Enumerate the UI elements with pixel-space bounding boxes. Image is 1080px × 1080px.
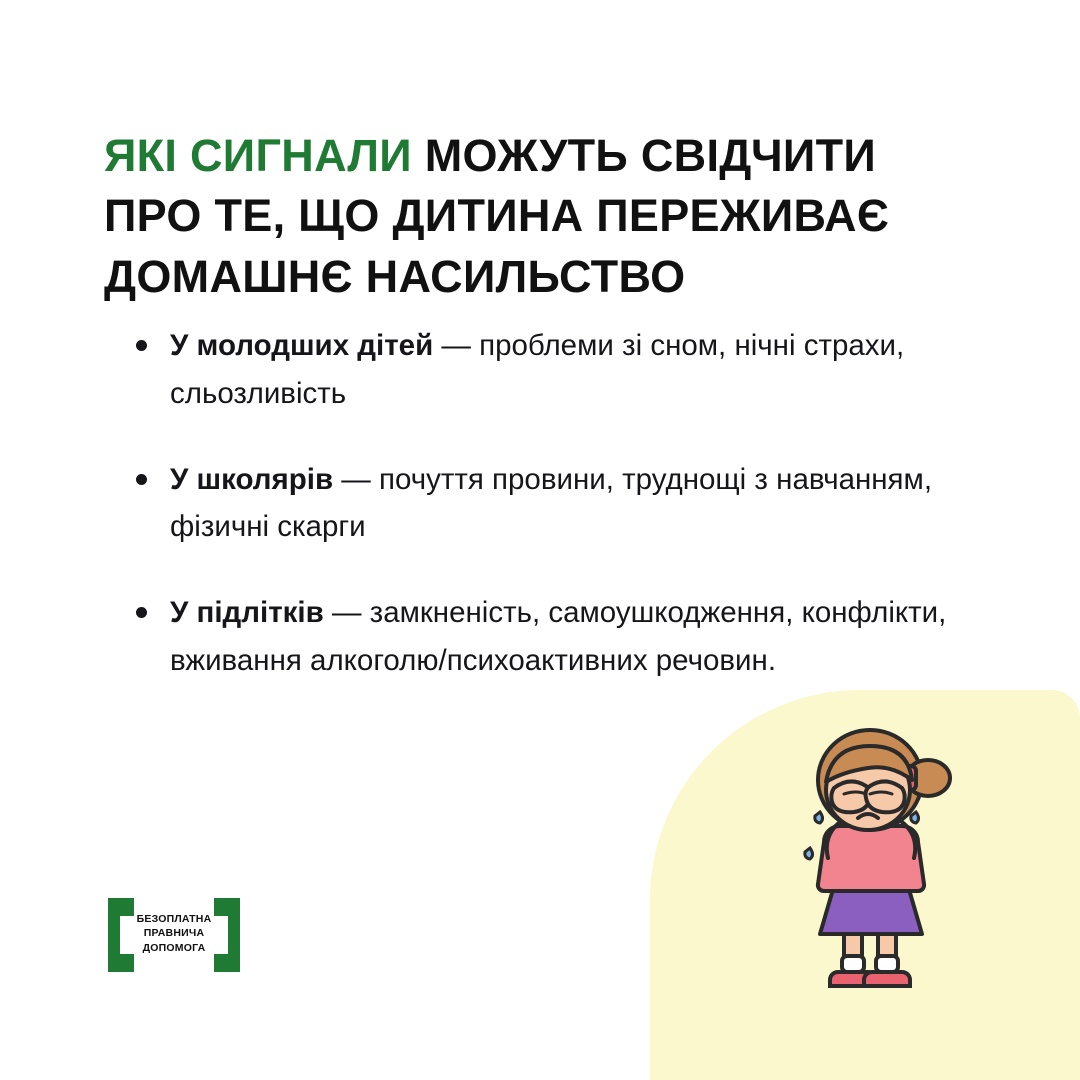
logo	[108, 898, 240, 972]
list-item-text: — проблеми зі сном, нічні страхи, сльозливість	[170, 329, 905, 410]
list-item-lead: У підлітків	[170, 596, 324, 630]
bullet-dot-icon	[136, 607, 147, 618]
list-item-lead: У школярів	[170, 462, 334, 496]
logo-line-1: БЕЗОПЛАТНА	[136, 913, 212, 925]
bullet-dot-icon	[136, 340, 147, 351]
logo-line-2: ПРАВНИЧА	[143, 927, 205, 940]
list-item-lead: У молодших дітей	[170, 329, 434, 362]
title-rest: МОЖУТЬ СВІДЧИТИ ПРО ТЕ, ЩО ДИТИНА ПЕРЕЖИВАЄ ДОМАШНЄ НАСИЛЬСТВО	[104, 130, 890, 302]
list-item-text: — замкненість, самоушкодження, конфлікти, вживання алкоголю/психоактивних речовин.	[170, 596, 947, 677]
page-title	[104, 126, 984, 307]
list-item	[128, 322, 978, 418]
title-highlight: ЯКІ СИГНАЛИ	[104, 130, 412, 182]
list-item	[128, 456, 978, 552]
signals-list	[128, 322, 978, 685]
crying-girl-illustration	[748, 708, 988, 1008]
logo-text	[128, 912, 220, 955]
bullet-dot-icon	[136, 474, 147, 485]
logo-line-3: ДОПОМОГА	[142, 941, 206, 954]
list-item	[128, 589, 978, 685]
list-item-text: — почуття провини, труднощі з навчанням, фізичні скарги	[170, 462, 933, 544]
